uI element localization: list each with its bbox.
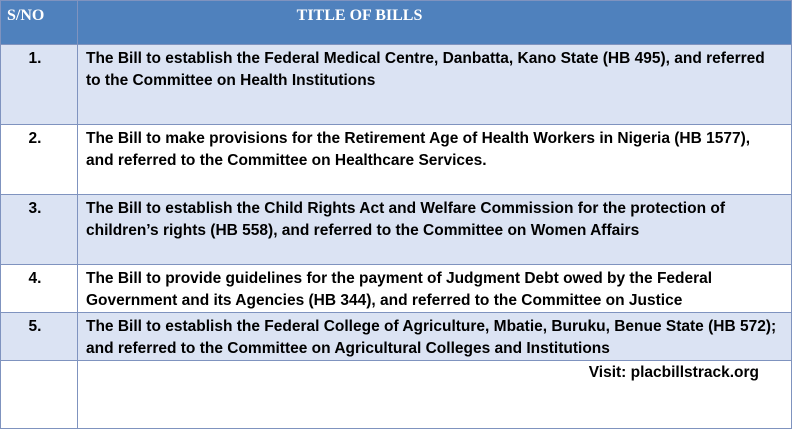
footer-visit-link: Visit: placbillstrack.org — [78, 361, 792, 429]
row-number: 2. — [1, 125, 78, 195]
row-number: 1. — [1, 45, 78, 125]
header-sno: S/NO — [1, 1, 78, 45]
row-number: 4. — [1, 265, 78, 313]
bill-title: The Bill to make provisions for the Retirement Age of Health Workers in Nigeria (HB 1577), and referred to the Committee on Healthcare Services. — [78, 125, 792, 195]
bill-title: The Bill to establish the Child Rights Act and Welfare Commission for the protection of children’s rights (HB 558), and referred to the Committee on Women Affairs — [78, 195, 792, 265]
row-number: 5. — [1, 313, 78, 361]
bill-title: The Bill to establish the Federal College of Agriculture, Mbatie, Buruku, Benue State (HB 572); and referred to the Committee on Agricultural Colleges and Institutions — [78, 313, 792, 361]
table-row — [1, 195, 792, 265]
bill-title: The Bill to establish the Federal Medical Centre, Danbatta, Kano State (HB 495), and referred to the Committee on Health Institutions — [78, 45, 792, 125]
bill-title: The Bill to provide guidelines for the payment of Judgment Debt owed by the Federal Government and its Agencies (HB 344), and referred to the Committee on Justice — [78, 265, 792, 313]
table-header-row — [1, 1, 792, 45]
table-row — [1, 125, 792, 195]
header-title-of-bills: TITLE OF BILLS — [78, 1, 792, 45]
row-number: 3. — [1, 195, 78, 265]
empty-cell — [1, 361, 78, 429]
table-footer-row — [1, 361, 792, 429]
table-row — [1, 313, 792, 361]
table-row — [1, 45, 792, 125]
table-row — [1, 265, 792, 313]
